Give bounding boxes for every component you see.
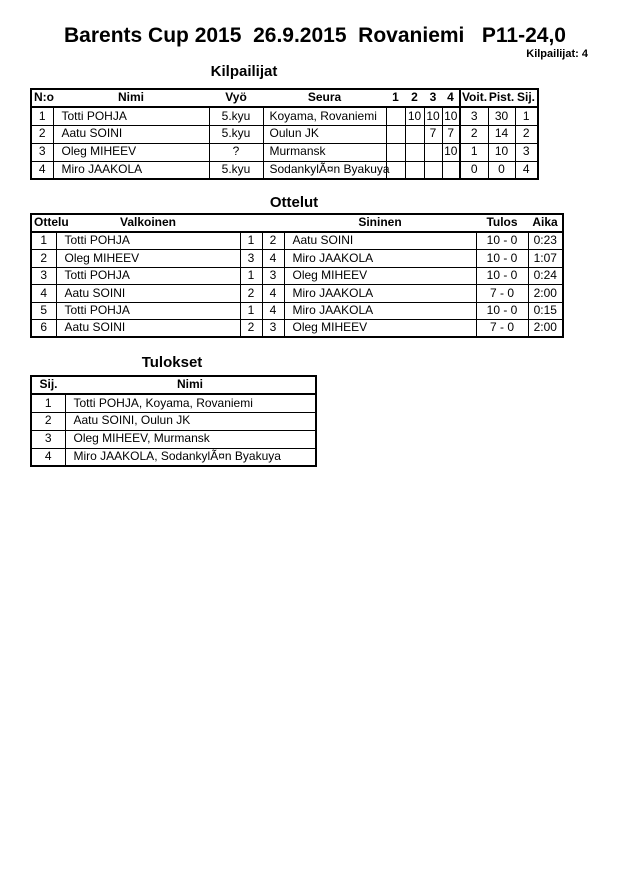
col-header-tulos: Tulos: [476, 214, 528, 232]
cell-score-3: 7: [424, 125, 442, 143]
cell-white-no: 1: [240, 267, 262, 285]
cell-pist: 30: [488, 107, 515, 125]
cell-voit: 3: [460, 107, 488, 125]
kilpailijat-header-row: [31, 89, 538, 107]
cell-white-name: Oleg MIHEEV: [56, 250, 240, 268]
col-header-spacer: [240, 214, 284, 232]
col-header-sij: Sij.: [515, 89, 538, 107]
cell-nimi: Miro JAAKOLA: [53, 161, 209, 179]
cell-blue-name: Oleg MIHEEV: [284, 320, 476, 338]
cell-blue-no: 2: [262, 232, 284, 250]
cell-time: 0:15: [528, 302, 563, 320]
col-header-1: 1: [386, 89, 405, 107]
cell-time: 0:23: [528, 232, 563, 250]
cell-sij: 2: [515, 125, 538, 143]
cell-match-no: 2: [31, 250, 56, 268]
cell-rank: 3: [31, 430, 65, 448]
cell-blue-name: Miro JAAKOLA: [284, 302, 476, 320]
cell-score-4: 10: [442, 143, 460, 161]
col-header-nimi: Nimi: [53, 89, 209, 107]
competitor-row: [31, 107, 538, 125]
cell-name: Aatu SOINI, Oulun JK: [65, 412, 316, 430]
cell-vyo: 5.kyu: [209, 125, 263, 143]
cell-white-name: Aatu SOINI: [56, 320, 240, 338]
tulokset-table: [30, 375, 317, 467]
cell-pist: 14: [488, 125, 515, 143]
cell-white-no: 1: [240, 232, 262, 250]
kilpailijat-table: [30, 88, 539, 180]
cell-blue-name: Aatu SOINI: [284, 232, 476, 250]
cell-seura: Koyama, Rovaniemi: [263, 107, 386, 125]
ottelut-heading: Ottelut: [269, 194, 319, 211]
cell-white-no: 2: [240, 320, 262, 338]
cell-score-4: [442, 161, 460, 179]
match-row: [31, 285, 563, 303]
cell-seura: Murmansk: [263, 143, 386, 161]
cell-nro: 2: [31, 125, 53, 143]
cell-result: 7 - 0: [476, 285, 528, 303]
competitor-row: [31, 125, 538, 143]
match-row: [31, 302, 563, 320]
cell-white-no: 2: [240, 285, 262, 303]
result-row: [31, 430, 316, 448]
col-header-vyo: Vyö: [209, 89, 263, 107]
cell-score-4: 10: [442, 107, 460, 125]
match-row: [31, 250, 563, 268]
cell-time: 1:07: [528, 250, 563, 268]
cell-blue-name: Miro JAAKOLA: [284, 285, 476, 303]
cell-rank: 4: [31, 448, 65, 466]
cell-blue-name: Oleg MIHEEV: [284, 267, 476, 285]
tulokset-header-row: [31, 376, 316, 394]
cell-name: Miro JAAKOLA, SodankylÃ¤n Byakuya: [65, 448, 316, 466]
cell-score-2: 10: [405, 107, 424, 125]
result-row: [31, 394, 316, 412]
cell-sij: 1: [515, 107, 538, 125]
cell-match-no: 3: [31, 267, 56, 285]
cell-match-no: 6: [31, 320, 56, 338]
cell-result: 10 - 0: [476, 302, 528, 320]
cell-score-3: [424, 161, 442, 179]
cell-score-2: [405, 143, 424, 161]
cell-score-1: [386, 107, 405, 125]
cell-sij: 3: [515, 143, 538, 161]
cell-vyo: 5.kyu: [209, 107, 263, 125]
match-row: [31, 232, 563, 250]
cell-score-2: [405, 125, 424, 143]
cell-blue-no: 4: [262, 302, 284, 320]
col-header-nro: N:o: [31, 89, 53, 107]
cell-score-3: [424, 143, 442, 161]
cell-white-name: Totti POHJA: [56, 302, 240, 320]
cell-white-no: 3: [240, 250, 262, 268]
competitor-row: [31, 143, 538, 161]
competitors-count-label: Kilpailijat: 4: [526, 48, 588, 60]
cell-name: Oleg MIHEEV, Murmansk: [65, 430, 316, 448]
cell-white-name: Totti POHJA: [56, 267, 240, 285]
cell-blue-name: Miro JAAKOLA: [284, 250, 476, 268]
cell-voit: 2: [460, 125, 488, 143]
col-header-3: 3: [424, 89, 442, 107]
cell-white-no: 1: [240, 302, 262, 320]
col-header-sij: Sij.: [31, 376, 65, 394]
col-header-4: 4: [442, 89, 460, 107]
cell-pist: 0: [488, 161, 515, 179]
page-title: Barents Cup 2015 26.9.2015 Rovaniemi P11-24,0: [64, 24, 566, 47]
cell-match-no: 1: [31, 232, 56, 250]
cell-score-2: [405, 161, 424, 179]
cell-time: 0:24: [528, 267, 563, 285]
cell-match-no: 5: [31, 302, 56, 320]
col-header-aika: Aika: [528, 214, 563, 232]
kilpailijat-heading: Kilpailijat: [210, 63, 278, 80]
cell-result: 10 - 0: [476, 250, 528, 268]
cell-nro: 3: [31, 143, 53, 161]
cell-rank: 2: [31, 412, 65, 430]
cell-voit: 1: [460, 143, 488, 161]
ottelut-header-row: [31, 214, 563, 232]
cell-result: 10 - 0: [476, 232, 528, 250]
match-row: [31, 320, 563, 338]
match-row: [31, 267, 563, 285]
cell-result: 7 - 0: [476, 320, 528, 338]
ottelut-table: [30, 213, 564, 338]
cell-sij: 4: [515, 161, 538, 179]
cell-voit: 0: [460, 161, 488, 179]
cell-nro: 4: [31, 161, 53, 179]
col-header-pist: Pist.: [488, 89, 515, 107]
cell-score-3: 10: [424, 107, 442, 125]
cell-time: 2:00: [528, 285, 563, 303]
result-row: [31, 448, 316, 466]
cell-score-1: [386, 143, 405, 161]
cell-time: 2:00: [528, 320, 563, 338]
cell-vyo: ?: [209, 143, 263, 161]
cell-seura: Oulun JK: [263, 125, 386, 143]
tulokset-heading: Tulokset: [141, 354, 203, 371]
cell-white-name: Aatu SOINI: [56, 285, 240, 303]
col-header-ottelu: Ottelu: [31, 214, 56, 232]
cell-seura: SodankylÃ¤n Byakuya: [263, 161, 386, 179]
col-header-seura: Seura: [263, 89, 386, 107]
cell-blue-no: 4: [262, 250, 284, 268]
cell-pist: 10: [488, 143, 515, 161]
col-header-2: 2: [405, 89, 424, 107]
cell-vyo: 5.kyu: [209, 161, 263, 179]
cell-nro: 1: [31, 107, 53, 125]
result-row: [31, 412, 316, 430]
cell-name: Totti POHJA, Koyama, Rovaniemi: [65, 394, 316, 412]
cell-nimi: Oleg MIHEEV: [53, 143, 209, 161]
col-header-nimi: Nimi: [65, 376, 316, 394]
cell-result: 10 - 0: [476, 267, 528, 285]
competitor-row: [31, 161, 538, 179]
col-header-voit: Voit.: [460, 89, 488, 107]
col-header-valkoinen: Valkoinen: [56, 214, 240, 232]
cell-match-no: 4: [31, 285, 56, 303]
cell-blue-no: 3: [262, 267, 284, 285]
cell-rank: 1: [31, 394, 65, 412]
cell-white-name: Totti POHJA: [56, 232, 240, 250]
cell-blue-no: 4: [262, 285, 284, 303]
cell-nimi: Totti POHJA: [53, 107, 209, 125]
cell-score-4: 7: [442, 125, 460, 143]
cell-blue-no: 3: [262, 320, 284, 338]
cell-nimi: Aatu SOINI: [53, 125, 209, 143]
col-header-sininen: Sininen: [284, 214, 476, 232]
cell-score-1: [386, 125, 405, 143]
